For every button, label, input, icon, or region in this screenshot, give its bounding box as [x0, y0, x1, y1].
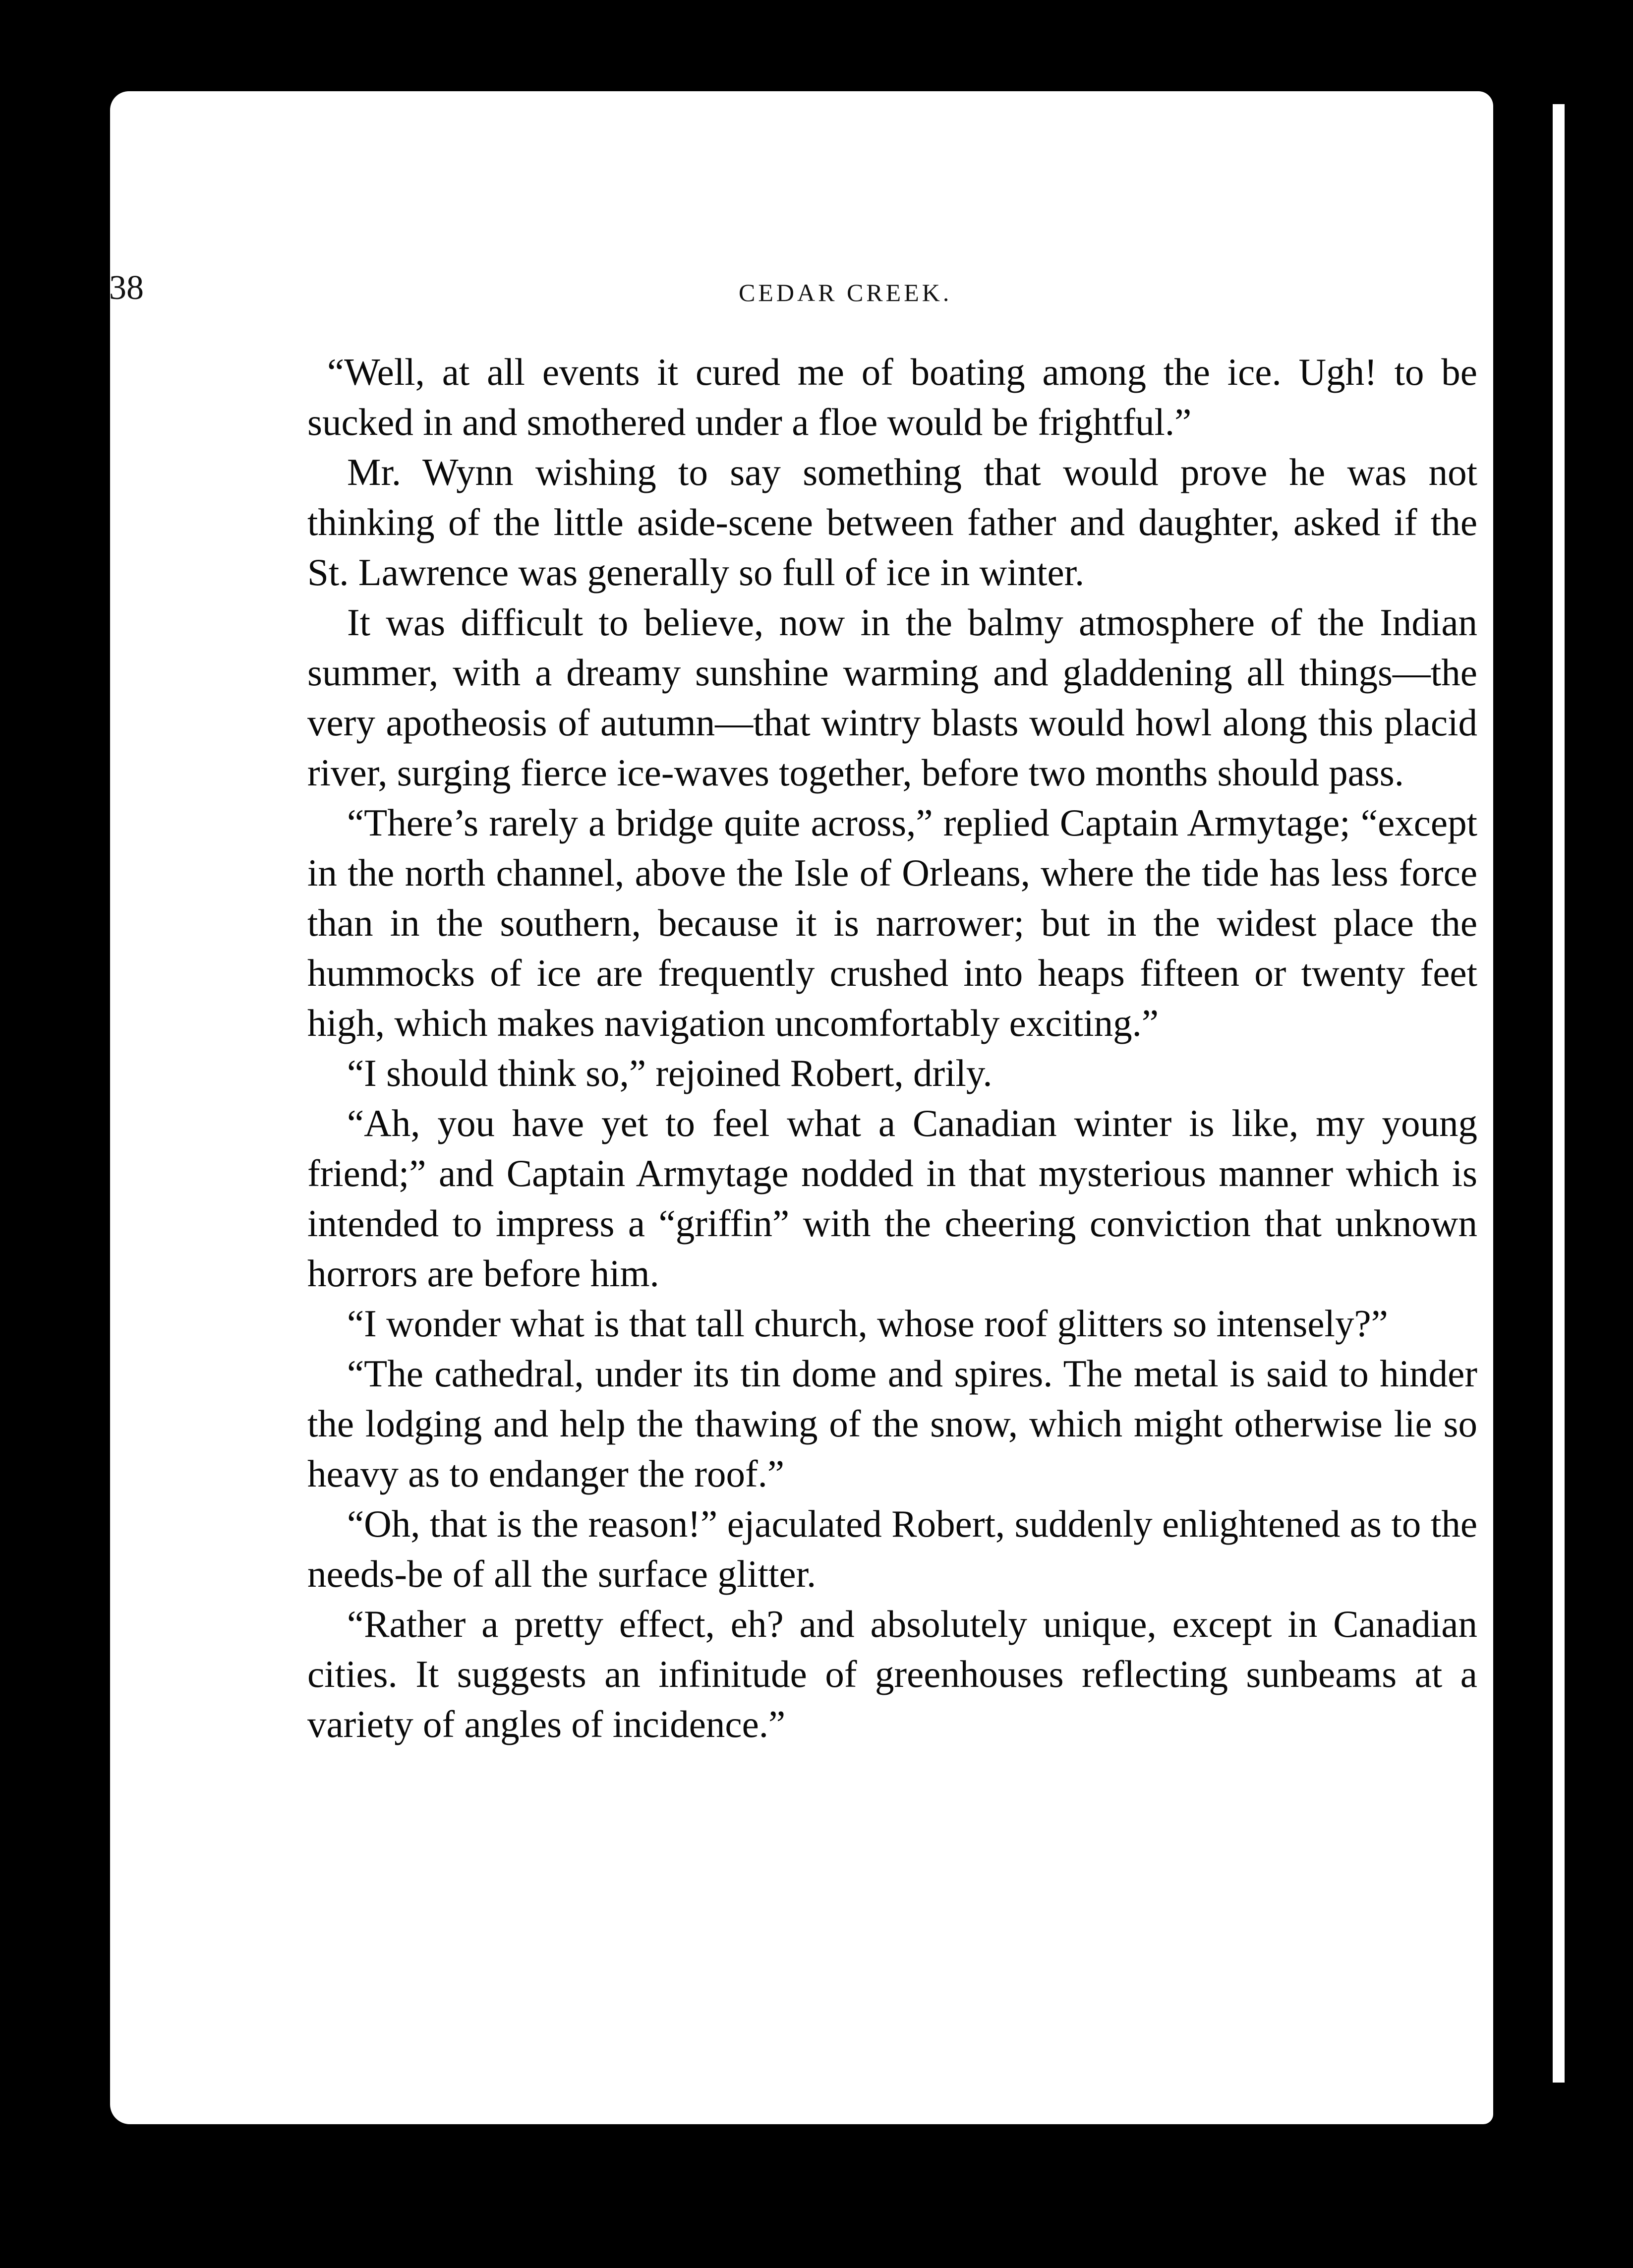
paragraph: “Rather a pretty effect, eh? and absolutely unique, except in Canadian cities. It suggests an infinitude of greenhouses reflecting sunbeams at a variety of angles of incidence.”: [307, 1603, 1477, 1745]
page-number: 38: [109, 269, 144, 307]
paragraph: “I should think so,” rejoined Robert, drily.: [347, 1052, 992, 1094]
body-text: [307, 347, 1477, 1749]
paragraph: Mr. Wynn wishing to say something that would prove he was not thinking of the little aside-scene between father and daughter, asked if the St. Lawrence was generally so full of ice in winter.: [307, 451, 1477, 594]
paragraph: “Ah, you have yet to feel what a Canadian winter is like, my young friend;” and Captain Armytage nodded in that mysterious manner which is intended to impress a “griffin” with the cheering conviction that unknown horrors are before him.: [307, 1102, 1477, 1295]
paragraph: “There’s rarely a bridge quite across,” replied Captain Armytage; “except in the north channel, above the Isle of Orleans, where the tide has less force than in the southern, because it is narrower; but in the widest place the hummocks of ice are frequently crushed into heaps fifteen or twenty feet high, which makes navigation uncomfortably exciting.”: [307, 801, 1477, 1044]
paragraph: “Oh, that is the reason!” ejaculated Robert, suddenly enlightened as to the needs-be of all the surface glitter.: [307, 1502, 1477, 1595]
paragraph: “Well, at all events it cured me of boating among the ice. Ugh! to be sucked in and smothered under a floe would be frightful.”: [307, 351, 1477, 443]
page-edge-strip: [1553, 104, 1565, 2083]
paragraph: It was difficult to believe, now in the balmy atmosphere of the Indian summer, with a dreamy sunshine warming and gladdening all things—the very apotheosis of autumn—that wintry blasts would howl along this placid river, surging fierce ice-waves together, before two months should pass.: [307, 601, 1477, 794]
running-head: CEDAR CREEK.: [739, 279, 952, 306]
paragraph: “I wonder what is that tall church, whose roof glitters so intensely?”: [347, 1302, 1388, 1345]
paragraph: “The cathedral, under its tin dome and spires. The metal is said to hinder the lodging and help the thawing of the snow, which might otherwise lie so heavy as to endanger the roof.”: [307, 1352, 1477, 1495]
